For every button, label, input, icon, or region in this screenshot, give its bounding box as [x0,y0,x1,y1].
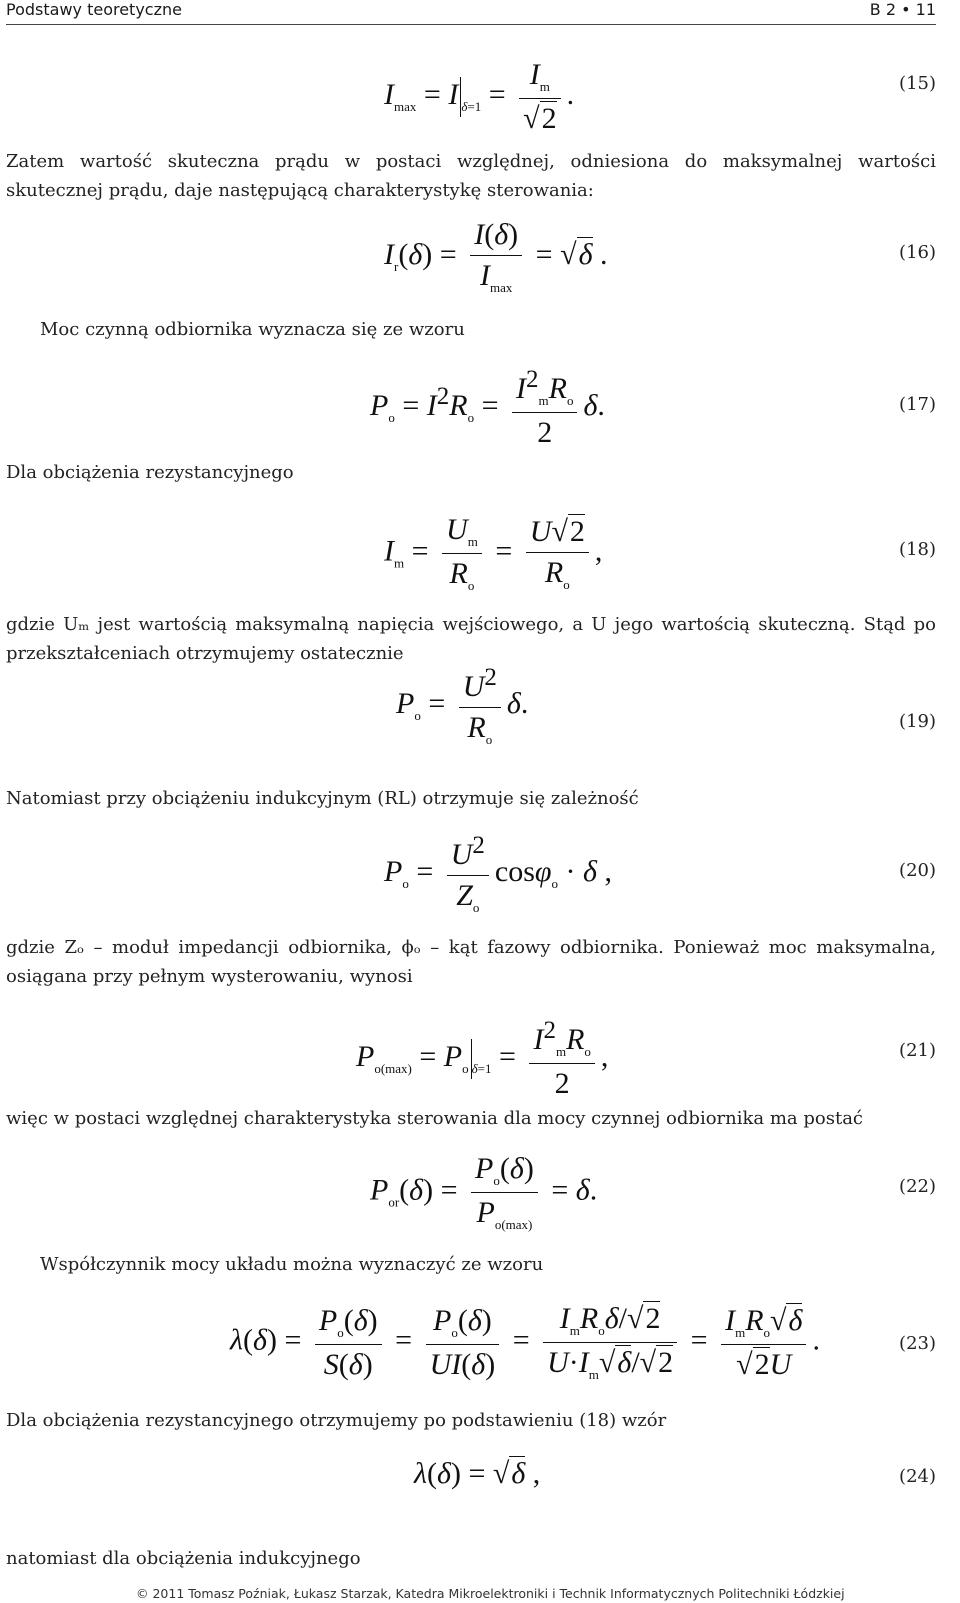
equation-number-18: (18) [899,539,936,560]
equation-number-19: (19) [899,711,936,732]
equation-22: $P_{or}(\delta)$ = $\frac{P_o(\delta)}{P_{o(max)}}$ = δ. [370,1152,598,1232]
page-header [6,0,936,25]
equation-number-23: (23) [899,1333,936,1354]
equation-number-22: (22) [899,1176,936,1197]
header-section-title: Podstawy teoretyczne [6,0,182,19]
equation-21: $P_{o(max)} = P_o$ $_{\delta=1}$ = $\frac{I^2_mR_o}{2}$ , [356,1017,609,1100]
paragraph-1: Zatem wartość skuteczna prądu w postaci względnej, odniesiona do maksymalnej wartości skutecznej prądu, daje następującą charakterystykę sterowania: [6,151,936,201]
equation-number-21: (21) [899,1040,936,1061]
equation-number-24: (24) [899,1466,936,1487]
equation-20: $P_o$ = $\frac{U^2}{Z_o}$ cosφ$_o$ · δ , [384,832,612,915]
equation-24: λ(δ) = √δ , [414,1457,541,1490]
paragraph-8: Współczynnik mocy układu można wyznaczyć ze wzoru [40,1254,544,1275]
paragraph-5: Natomiast przy obciążeniu indukcyjnym (RL) otrzymuje się zależność [6,788,639,809]
equation-number-17: (17) [899,394,936,415]
paragraph-7: więc w postaci względnej charakterystyka sterowania dla mocy czynnej odbiornika ma postać [6,1108,864,1129]
page-footer: © 2011 Tomasz Poźniak, Łukasz Starzak, Katedra Mikroelektroniki i Technik Informatycznych Politechniki Łódzkiej [136,1586,845,1601]
paragraph-2: Moc czynną odbiornika wyznacza się ze wzoru [40,319,465,340]
paragraph-9: Dla obciążenia rezystancyjnego otrzymujemy po podstawieniu (18) wzór [6,1410,667,1431]
header-page-number: B 2 • 11 [869,0,936,19]
paragraph-10: natomiast dla obciążenia indukcyjnego [6,1548,361,1569]
equation-23: λ(δ) = $\frac{P_o(\delta)}{S(\delta)}$ = $\frac{P_o(\delta)}{UI(\delta)}$ = $\frac{I_mR_o\delta/√2}{U\cdot I_m√\delta/√2}$ = $\frac{I_mR_o√\delta}{√2U}$ . [230,1302,820,1382]
paragraph-6: gdzie Zₒ – moduł impedancji odbiornika, ϕₒ – kąt fazowy odbiornika. Ponieważ moc maksymalna, osiągana przy pełnym wysterowaniu, wynosi [6,937,936,987]
equation-number-16: (16) [899,242,936,263]
paragraph-3: Dla obciążenia rezystancyjnego [6,462,294,483]
equation-16: $I_r(\delta)$ = $\frac{I(\delta)}{I_{max}}$ = √δ . [384,218,608,295]
equation-19: $P_o$ = $\frac{U^2}{R_o}$ δ. [396,664,529,747]
equation-15: $I_{max} = I$ $_{\delta=1}$ = $\frac{I_m}{√2}$ . [384,58,575,135]
paragraph-4: gdzie Uₘ jest wartością maksymalną napięcia wejściowego, a U jego wartością skuteczną. Stąd po przekształceniach otrzymujemy ostatecznie [6,614,936,664]
equation-number-15: (15) [899,73,936,94]
equation-number-20: (20) [899,860,936,881]
equation-18: $I_m$ = $\frac{U_m}{R_o}$ = $\frac{U√2}{R_o}$ , [384,513,603,593]
equation-17: $P_o = I^2R_o$ = $\frac{I^2_mR_o}{2}$ δ. [370,366,605,449]
